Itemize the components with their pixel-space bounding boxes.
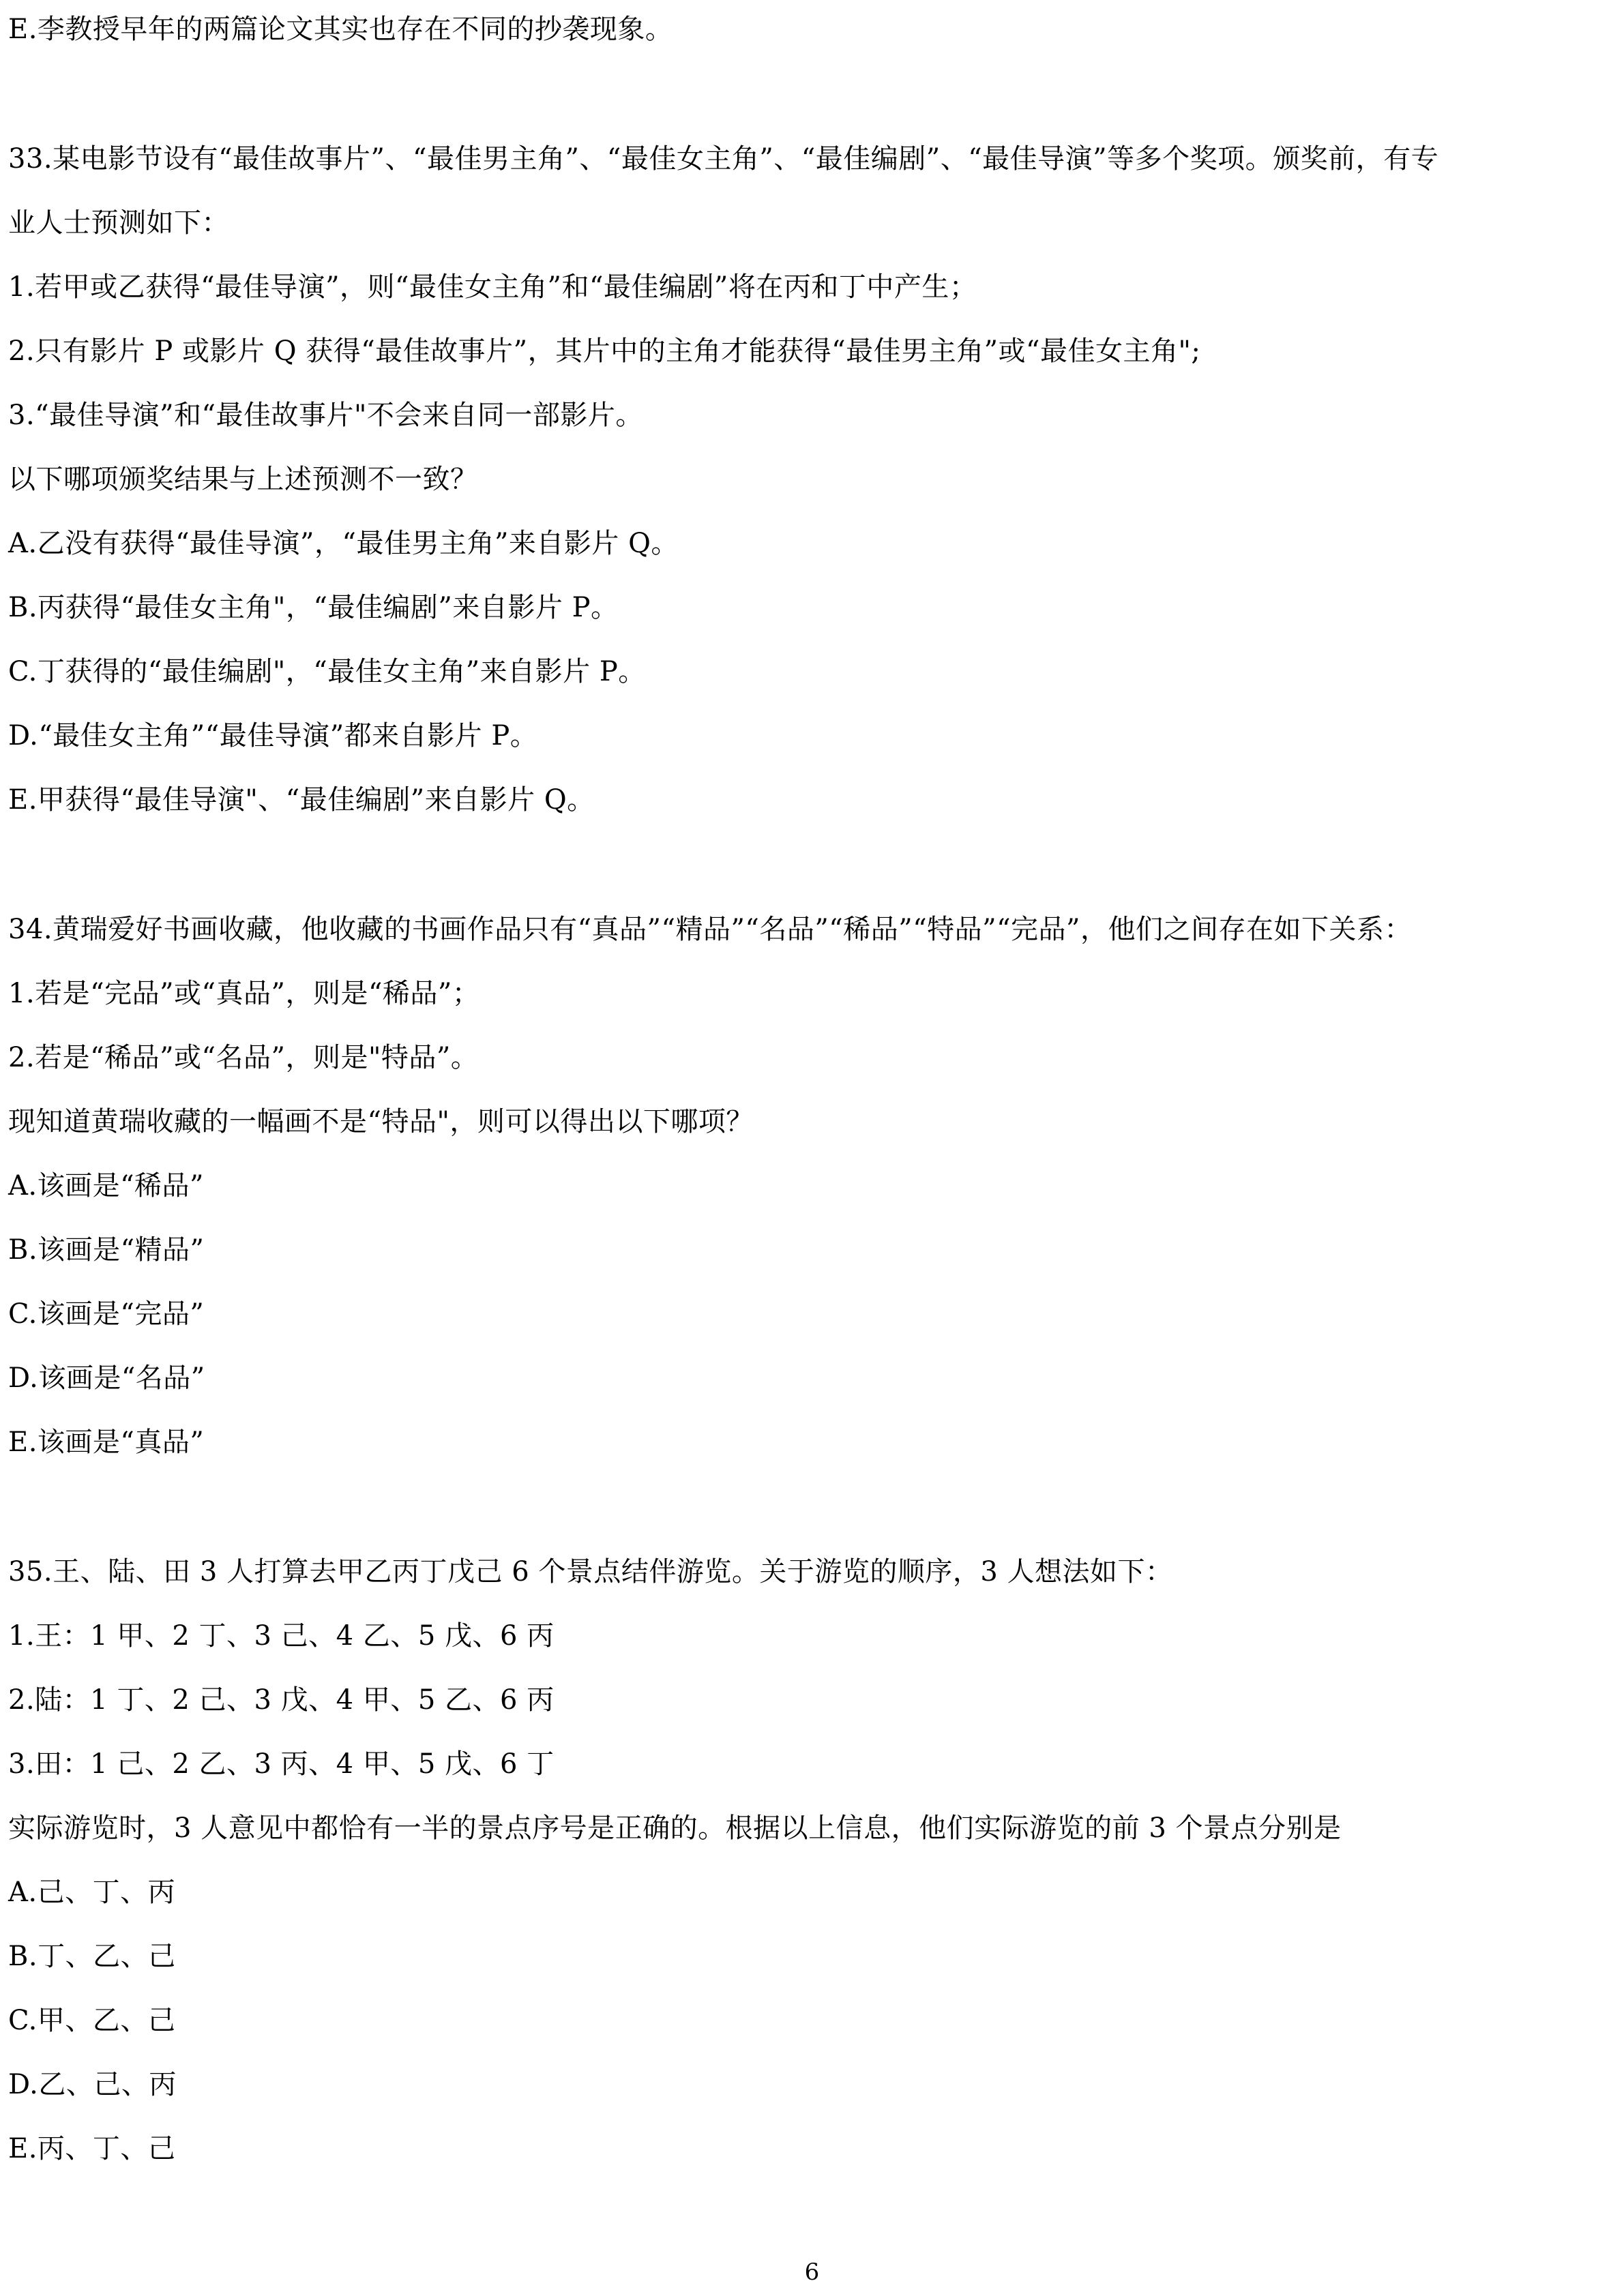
question-35-option-a: A.己、丁、丙 <box>8 1877 176 1908</box>
question-33-condition-3: 3.“最佳导演”和“最佳故事片"不会来自同一部影片。 <box>8 400 643 431</box>
question-33-option-c: C.丁获得的“最佳编剧"，“最佳女主角”来自影片 P。 <box>8 656 646 687</box>
question-35-option-b: B.丁、乙、己 <box>8 1941 176 1972</box>
option-e-q32: E.李教授早年的两篇论文其实也存在不同的抄袭现象。 <box>8 14 673 45</box>
question-33-condition-1: 1.若甲或乙获得“最佳导演”，则“最佳女主角”和“最佳编剧”将在丙和丁中产生； <box>8 271 977 303</box>
question-34-option-e: E.该画是“真品” <box>8 1427 205 1458</box>
page-number: 6 <box>804 2258 820 2286</box>
question-35-option-d: D.乙、己、丙 <box>8 2069 177 2100</box>
question-33-option-b: B.丙获得“最佳女主角"，“最佳编剧”来自影片 P。 <box>8 592 619 623</box>
question-33-stem-line-1: 33.某电影节设有“最佳故事片”、“最佳男主角”、“最佳女主角”、“最佳编剧”、“最佳导演”等多个奖项。颁奖前，有专 <box>8 143 1439 175</box>
question-34-condition-2: 2.若是“稀品”或“名品”，则是"特品”。 <box>8 1042 479 1073</box>
question-33-option-a: A.乙没有获得“最佳导演”，“最佳男主角”来自影片 Q。 <box>8 528 679 559</box>
question-35-plan-wang: 1.王：1 甲、2 丁、3 己、4 乙、5 戊、6 丙 <box>8 1620 555 1652</box>
question-34-prompt: 现知道黄瑞收藏的一幅画不是“特品"，则可以得出以下哪项？ <box>8 1106 754 1137</box>
question-35-stem: 35.王、陆、田 3 人打算去甲乙丙丁戊己 6 个景点结伴游览。关于游览的顺序，3 人想法如下： <box>8 1556 1173 1587</box>
question-33-stem-line-2: 业人士预测如下： <box>8 207 229 239</box>
question-34-option-d: D.该画是“名品” <box>8 1362 205 1394</box>
question-35-option-c: C.甲、乙、己 <box>8 2005 176 2036</box>
question-35-prompt: 实际游览时，3 人意见中都恰有一半的景点序号是正确的。根据以上信息，他们实际游览的前 3 个景点分别是 <box>8 1813 1342 1844</box>
question-34-option-a: A.该画是“稀品” <box>8 1170 204 1202</box>
question-34-stem: 34.黄瑞爱好书画收藏，他收藏的书画作品只有“真品”“精品”“名品”“稀品”“特品”“完品”，他们之间存在如下关系： <box>8 914 1413 945</box>
question-35-plan-tian: 3.田：1 己、2 乙、3 丙、4 甲、5 戊、6 丁 <box>8 1748 555 1780</box>
question-34-condition-1: 1.若是“完品”或“真品”，则是“稀品”； <box>8 978 480 1009</box>
question-33-option-e: E.甲获得“最佳导演"、“最佳编剧”来自影片 Q。 <box>8 784 595 816</box>
question-33-option-d: D.“最佳女主角”“最佳导演”都来自影片 P。 <box>8 720 538 751</box>
question-35-plan-lu: 2.陆：1 丁、2 己、3 戊、4 甲、5 乙、6 丙 <box>8 1684 555 1716</box>
question-34-option-c: C.该画是“完品” <box>8 1298 205 1330</box>
question-34-option-b: B.该画是“精品” <box>8 1234 205 1266</box>
question-33-prompt: 以下哪项颁奖结果与上述预测不一致？ <box>8 464 478 495</box>
question-33-condition-2: 2.只有影片 P 或影片 Q 获得“最佳故事片”，其片中的主角才能获得“最佳男主角”或“最佳女主角"; <box>8 336 1201 367</box>
question-35-option-e: E.丙、丁、己 <box>8 2133 176 2164</box>
